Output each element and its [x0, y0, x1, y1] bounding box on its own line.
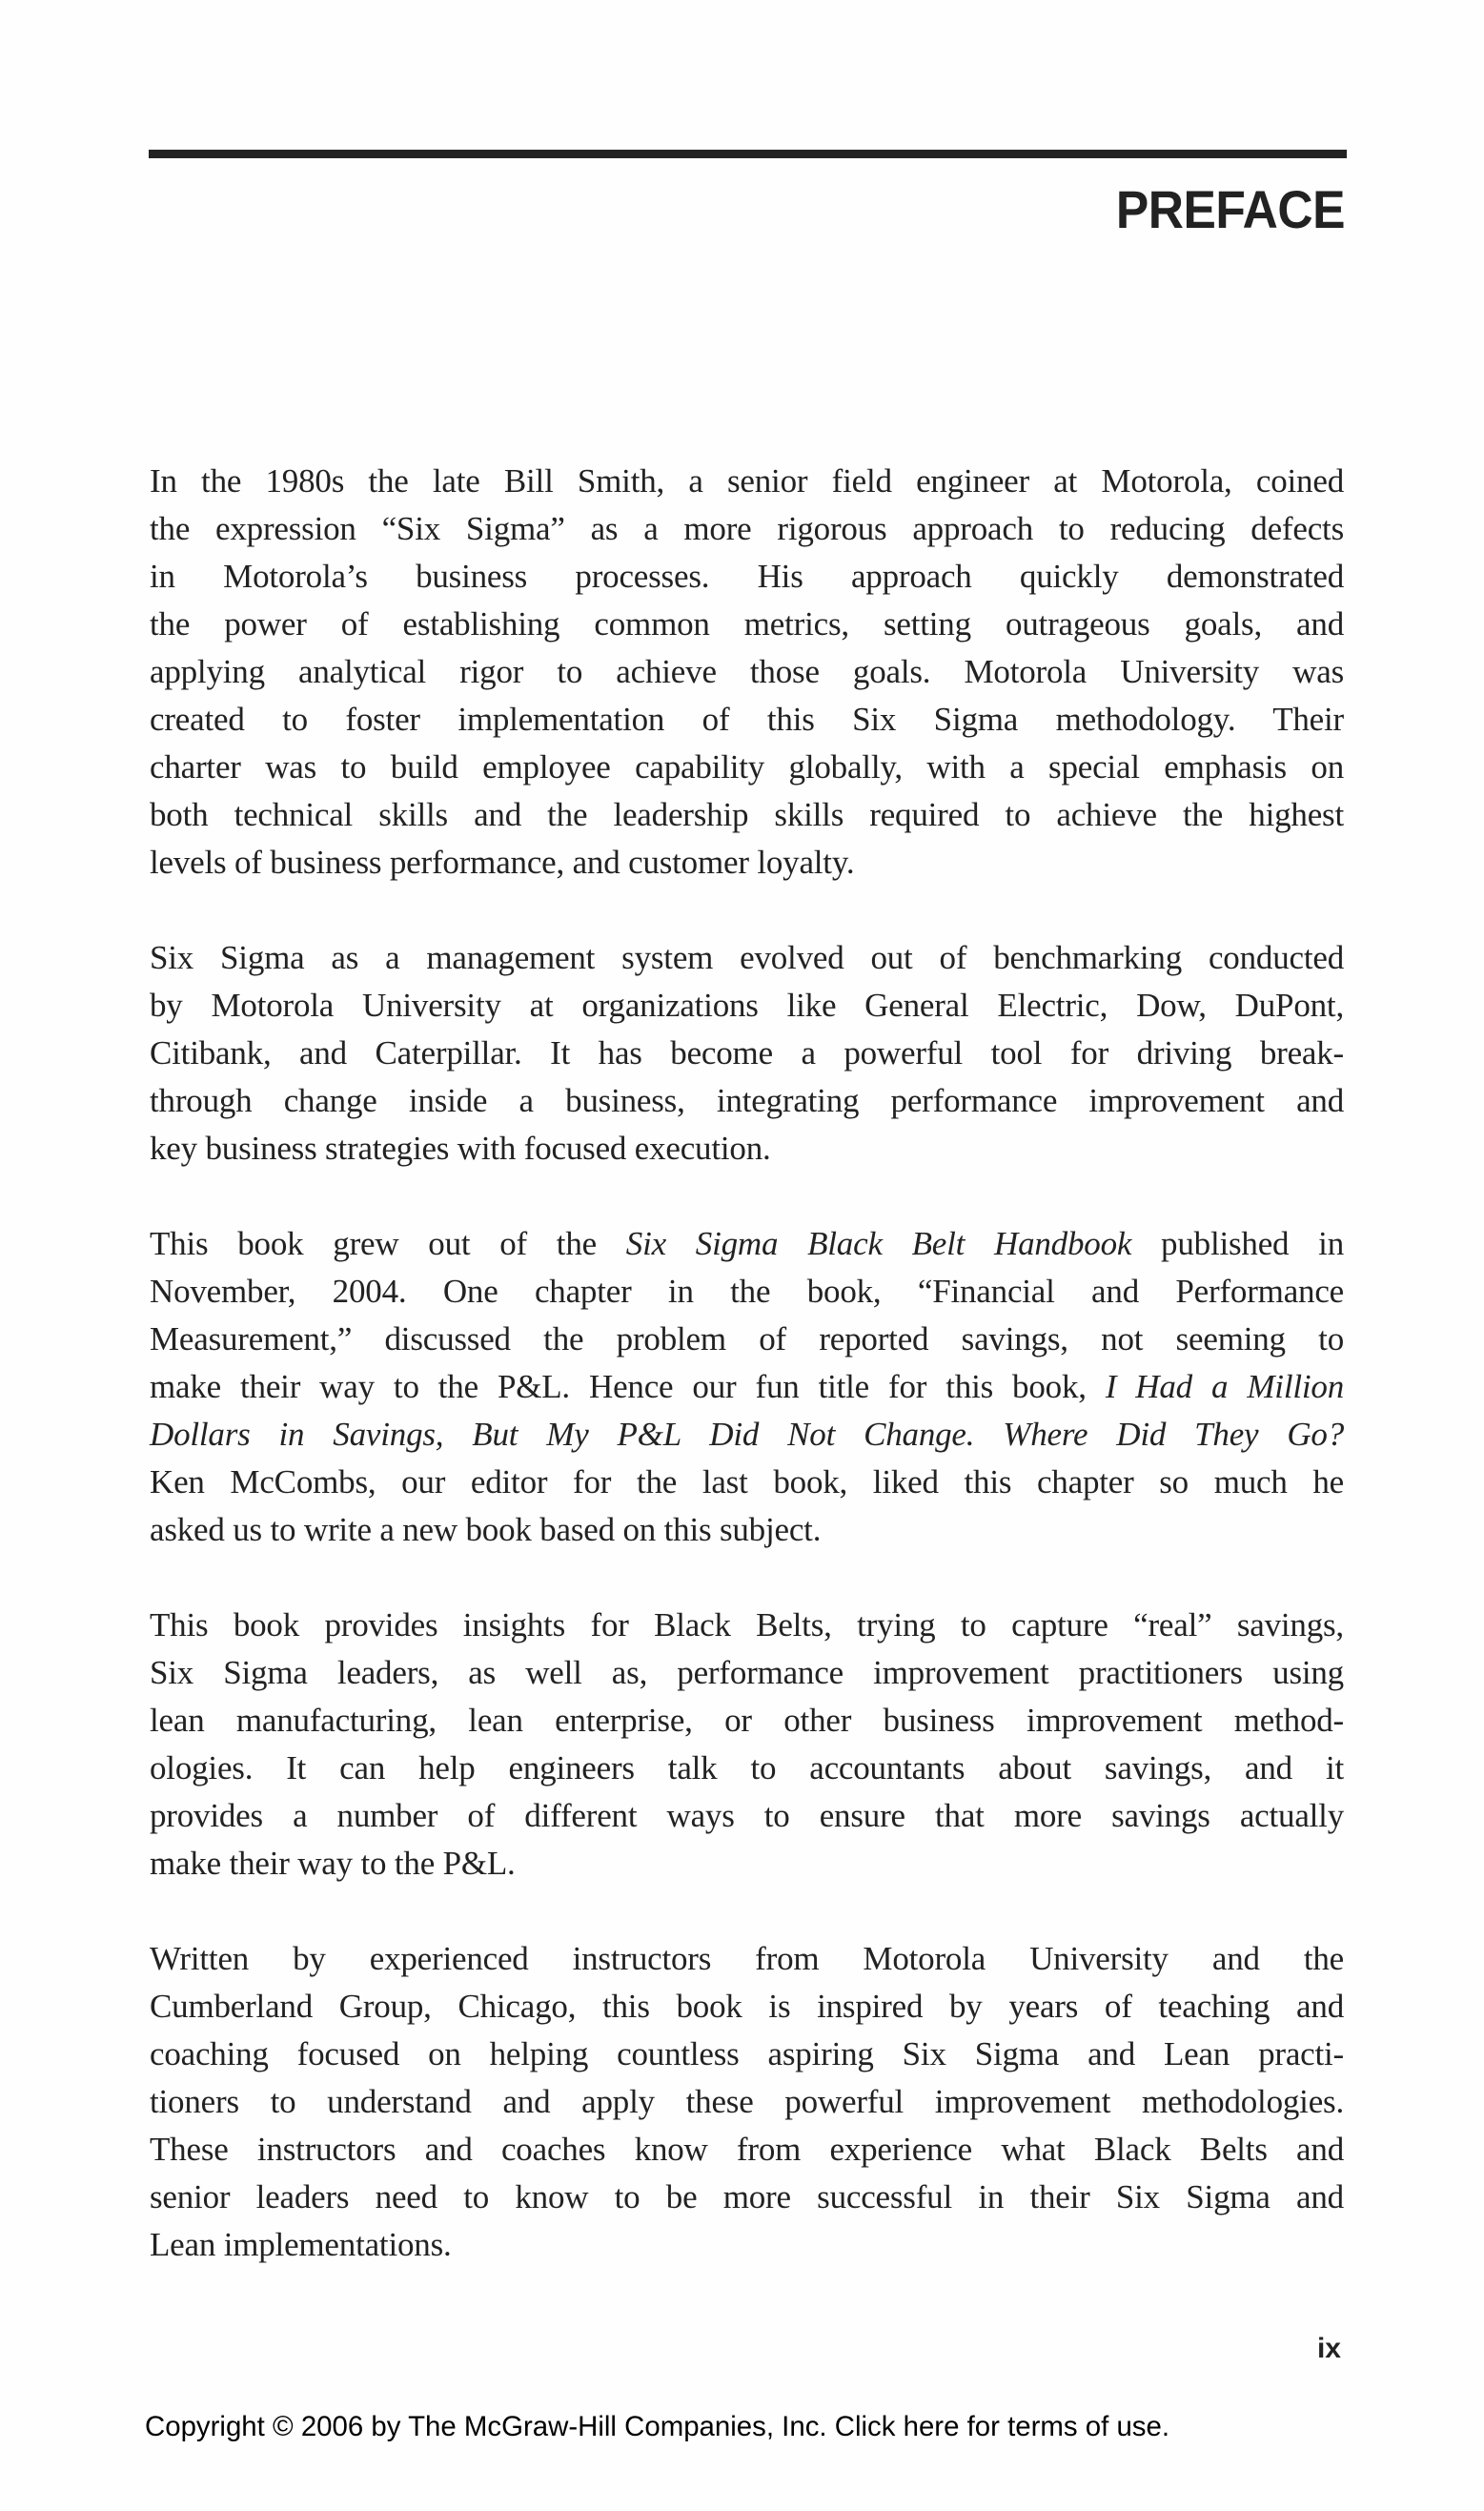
- text-line: [150, 1649, 1344, 1697]
- text-line: [150, 1459, 1344, 1506]
- text-segment: by Motorola University at organizations like General Electric, Dow, DuPont,: [150, 987, 1344, 1024]
- chapter-top-rule: [149, 150, 1347, 158]
- paragraph: [150, 1220, 1344, 1554]
- text-segment: make their way to the P&L. Hence our fun title for this book,: [150, 1368, 1106, 1405]
- text-segment: levels of business performance, and customer loyalty.: [150, 844, 855, 881]
- text-segment: in Motorola’s business processes. His approach quickly demonstrated: [150, 558, 1344, 595]
- text-segment: These instructors and coaches know from experience what Black Belts and: [150, 2131, 1344, 2168]
- text-segment: the power of establishing common metrics, setting outrageous goals, and: [150, 605, 1344, 643]
- text-line: [150, 553, 1344, 601]
- text-segment: make their way to the P&L.: [150, 1845, 516, 1882]
- text-segment: the expression “Six Sigma” as a more rigorous approach to reducing defects: [150, 510, 1344, 547]
- text-segment: This book grew out of the: [150, 1225, 626, 1262]
- text-line: [150, 505, 1344, 553]
- text-line: [150, 839, 1344, 887]
- text-line: [150, 2126, 1344, 2174]
- text-line: [150, 791, 1344, 839]
- text-segment: both technical skills and the leadership skills required to achieve the highest: [150, 796, 1344, 833]
- text-segment: Lean implementations.: [150, 2226, 452, 2263]
- text-segment: published in: [1131, 1225, 1344, 1262]
- italic-text: I Had a Million: [1105, 1368, 1344, 1405]
- text-line: [150, 1316, 1344, 1363]
- text-segment: In the 1980s the late Bill Smith, a senior field engineer at Motorola, coined: [150, 462, 1344, 500]
- paragraph: [150, 1935, 1344, 2269]
- text-segment: created to foster implementation of this Six Sigma methodology. Their: [150, 701, 1344, 738]
- copyright-notice-link[interactable]: Copyright © 2006 by The McGraw-Hill Companies, Inc. Click here for terms of use.: [145, 2411, 1170, 2442]
- text-line: [150, 1411, 1344, 1459]
- text-line: [150, 1125, 1344, 1173]
- italic-text: Six Sigma Black Belt Handbook: [625, 1225, 1132, 1262]
- text-line: [150, 2031, 1344, 2078]
- text-line: [150, 1363, 1344, 1411]
- text-segment: This book provides insights for Black Belts, trying to capture “real” savings,: [150, 1606, 1344, 1643]
- text-line: [150, 648, 1344, 696]
- text-segment: applying analytical rigor to achieve those goals. Motorola University was: [150, 653, 1344, 690]
- text-line: [150, 1792, 1344, 1840]
- text-segment: ologies. It can help engineers talk to accountants about savings, and it: [150, 1749, 1344, 1786]
- text-segment: Citibank, and Caterpillar. It has become a powerful tool for driving break-: [150, 1034, 1344, 1072]
- text-line: [150, 1268, 1344, 1316]
- text-segment: senior leaders need to know to be more successful in their Six Sigma and: [150, 2178, 1344, 2215]
- italic-text: Dollars in Savings, But My P&L Did Not Change. Where Did They Go?: [150, 1416, 1344, 1453]
- chapter-title: PREFACE: [1115, 179, 1345, 239]
- text-segment: Six Sigma as a management system evolved out of benchmarking conducted: [150, 939, 1344, 976]
- text-segment: Measurement,” discussed the problem of reported savings, not seeming to: [150, 1320, 1344, 1358]
- text-line: [150, 458, 1344, 505]
- text-segment: Ken McCombs, our editor for the last book, liked this chapter so much he: [150, 1463, 1344, 1500]
- text-segment: tioners to understand and apply these powerful improvement methodologies.: [150, 2083, 1344, 2120]
- text-segment: provides a number of different ways to ensure that more savings actually: [150, 1797, 1344, 1834]
- text-segment: November, 2004. One chapter in the book, “Financial and Performance: [150, 1273, 1344, 1310]
- text-line: [150, 1935, 1344, 1983]
- text-line: [150, 1220, 1344, 1268]
- text-segment: coaching focused on helping countless aspiring Six Sigma and Lean practi-: [150, 2035, 1344, 2072]
- text-line: [150, 1602, 1344, 1649]
- text-line: [150, 744, 1344, 791]
- text-line: [150, 934, 1344, 982]
- paragraph: [150, 934, 1344, 1173]
- paragraph: [150, 1602, 1344, 1888]
- text-line: [150, 1077, 1344, 1125]
- text-line: [150, 1983, 1344, 2031]
- paragraph: [150, 458, 1344, 887]
- preface-body: [150, 458, 1344, 2317]
- text-segment: lean manufacturing, lean enterprise, or other business improvement method-: [150, 1702, 1344, 1739]
- text-segment: through change inside a business, integrating performance improvement and: [150, 1082, 1344, 1119]
- text-line: [150, 1745, 1344, 1792]
- text-line: [150, 982, 1344, 1030]
- text-segment: asked us to write a new book based on this subject.: [150, 1511, 822, 1548]
- text-line: [150, 1506, 1344, 1554]
- text-segment: Six Sigma leaders, as well as, performance improvement practitioners using: [150, 1654, 1344, 1691]
- text-segment: Written by experienced instructors from Motorola University and the: [150, 1940, 1344, 1977]
- text-line: [150, 2174, 1344, 2221]
- text-line: [150, 1697, 1344, 1745]
- text-segment: charter was to build employee capability globally, with a special emphasis on: [150, 748, 1344, 786]
- text-line: [150, 2078, 1344, 2126]
- text-line: [150, 696, 1344, 744]
- text-line: [150, 1030, 1344, 1077]
- text-line: [150, 601, 1344, 648]
- page-number: ix: [1316, 2333, 1341, 2364]
- text-segment: key business strategies with focused execution.: [150, 1130, 771, 1167]
- text-segment: Cumberland Group, Chicago, this book is inspired by years of teaching and: [150, 1988, 1344, 2025]
- text-line: [150, 1840, 1344, 1888]
- text-line: [150, 2221, 1344, 2269]
